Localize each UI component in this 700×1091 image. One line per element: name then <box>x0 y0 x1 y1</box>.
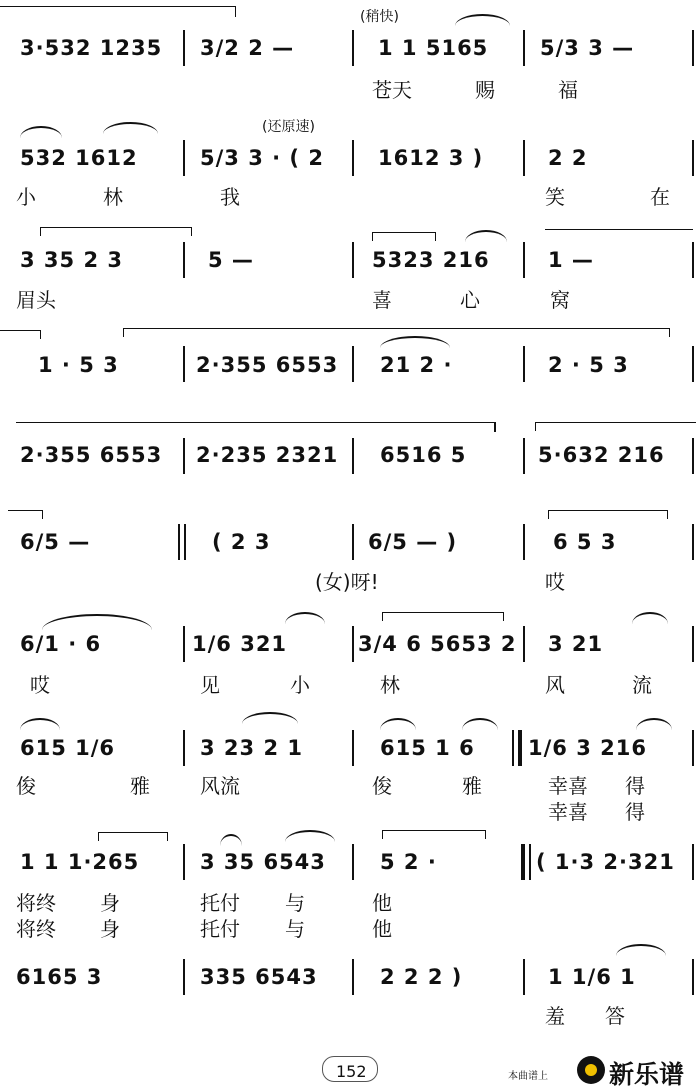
slur <box>548 510 668 519</box>
notes-measure: 3 35 2 3 <box>20 248 123 272</box>
tie-line <box>0 6 236 17</box>
barline <box>183 844 185 880</box>
notes-measure: 1/6 321 <box>192 632 288 656</box>
lyric: 赐 <box>475 78 495 102</box>
barline <box>352 346 354 382</box>
barline <box>183 242 185 278</box>
notes-measure: 6/5 — <box>20 530 91 554</box>
lyric: 答 <box>605 1004 625 1028</box>
notes-measure: 3/2 2 — <box>200 36 295 60</box>
slur <box>123 328 670 337</box>
slur <box>20 718 60 730</box>
lyric: 风流 <box>200 774 240 798</box>
repeat-end <box>521 844 531 880</box>
slur <box>380 718 416 730</box>
tie-line <box>8 510 43 519</box>
slur <box>382 830 486 839</box>
lyric: 林 <box>380 673 400 697</box>
barline <box>183 959 185 995</box>
notes-measure: 5/3 3 · ( 2 <box>200 146 324 170</box>
footer-prefix: 本曲谱上 <box>508 1071 548 1082</box>
barline <box>523 30 525 66</box>
tempo-mark: (还原速) <box>262 119 315 135</box>
slur <box>465 230 507 242</box>
barline <box>352 438 354 474</box>
lyric: 幸喜 <box>548 774 588 798</box>
slur <box>636 718 672 730</box>
notes-measure: 2·355 6553 <box>20 443 163 467</box>
lyric: 将终 <box>16 891 56 915</box>
barline <box>692 524 694 560</box>
notes-measure: 1 — <box>548 248 594 272</box>
slur <box>455 14 510 26</box>
slur <box>20 126 62 138</box>
tie-line <box>16 422 494 423</box>
notes-measure: 3/4 6 5653 2 <box>358 632 517 656</box>
notes-measure: 1 1 1·265 <box>20 850 140 874</box>
tie-line <box>0 330 41 339</box>
record-label-icon <box>585 1064 597 1076</box>
notes-measure: ( 2 3 <box>212 530 271 554</box>
lyric: 见 <box>200 673 220 697</box>
lyric: 得 <box>625 774 645 798</box>
barline <box>523 346 525 382</box>
barline <box>692 346 694 382</box>
notes-measure: ( 1·3 2·321 <box>536 850 675 874</box>
lyric: 哎 <box>545 570 565 594</box>
notes-measure: 6 5 3 <box>553 530 617 554</box>
barline <box>183 30 185 66</box>
notes-measure: 1612 3 ) <box>378 146 484 170</box>
barline <box>352 30 354 66</box>
lyric: 林 <box>103 185 123 209</box>
barline <box>352 626 354 662</box>
barline <box>352 524 354 560</box>
slur <box>616 944 666 956</box>
barline <box>183 730 185 766</box>
tie-end <box>494 422 496 432</box>
lyric: 窝 <box>550 288 570 312</box>
lyric: 与 <box>285 891 305 915</box>
notes-measure: 6516 5 <box>380 443 467 467</box>
lyric: 托付 <box>200 891 240 915</box>
lyric: 羞 <box>545 1004 565 1028</box>
notes-measure: 2·355 6553 <box>196 353 339 377</box>
notes-measure: 2 · 5 3 <box>548 353 629 377</box>
lyric: 雅 <box>462 774 482 798</box>
lyric-second-line: 身 <box>100 917 120 941</box>
lyric: 心 <box>460 288 480 312</box>
lyric: 俊 <box>16 774 36 798</box>
lyric: 喜 <box>372 288 392 312</box>
notes-measure: 1 · 5 3 <box>38 353 119 377</box>
lyric-second-line: 得 <box>625 800 645 824</box>
notes-measure: 5 2 · <box>380 850 437 874</box>
notes-measure: 5·632 216 <box>538 443 665 467</box>
barline <box>183 626 185 662</box>
tie-line <box>535 422 696 431</box>
slur <box>98 832 168 841</box>
double-barline <box>178 524 186 560</box>
notes-measure: 1 1 5165 <box>378 36 489 60</box>
barline <box>523 242 525 278</box>
lyric-second-line: 托付 <box>200 917 240 941</box>
notes-measure: 3 35 6543 <box>200 850 326 874</box>
notes-measure: 1/6 3 216 <box>528 736 647 760</box>
notes-measure: 3 23 2 1 <box>200 736 303 760</box>
slur <box>462 718 498 730</box>
slur <box>285 612 325 624</box>
lyric: 俊 <box>372 774 392 798</box>
tie-line <box>545 229 693 230</box>
barline <box>352 844 354 880</box>
brand-logo-text: 新乐谱 <box>609 1060 685 1089</box>
barline <box>183 140 185 176</box>
slur <box>103 122 158 134</box>
lyric: 福 <box>558 78 578 102</box>
notes-measure: 6/5 — ) <box>368 530 458 554</box>
slur <box>285 830 335 842</box>
lyric: 小 <box>290 673 310 697</box>
barline <box>692 30 694 66</box>
lyric-second-line: 将终 <box>16 917 56 941</box>
barline <box>523 438 525 474</box>
slur <box>372 232 436 241</box>
notes-measure: 1 1/6 1 <box>548 965 636 989</box>
barline <box>523 524 525 560</box>
slur-arrow <box>42 614 152 630</box>
lyric: 流 <box>632 673 652 697</box>
barline <box>352 730 354 766</box>
notes-measure: 5323 216 <box>372 248 490 272</box>
tempo-mark: (稍快) <box>360 9 399 25</box>
lyric-second-line: 他 <box>372 917 392 941</box>
slur <box>382 612 504 621</box>
notes-measure: 3·532 1235 <box>20 36 163 60</box>
barline <box>692 959 694 995</box>
barline <box>352 140 354 176</box>
slur <box>220 834 242 846</box>
lyric: 雅 <box>130 774 150 798</box>
slur <box>632 612 668 624</box>
notes-measure: 2·235 2321 <box>196 443 339 467</box>
lyric: 身 <box>100 891 120 915</box>
repeat-start <box>512 730 522 766</box>
notes-measure: 615 1/6 <box>20 736 116 760</box>
lyric: 风 <box>545 673 565 697</box>
notes-measure: 2 2 2 ) <box>380 965 463 989</box>
barline <box>183 438 185 474</box>
slur <box>242 712 298 724</box>
lyric: 眉头 <box>16 288 56 312</box>
notes-measure: 6165 3 <box>16 965 103 989</box>
notes-measure: 615 1 6 <box>380 736 475 760</box>
lyric: (女)呀! <box>315 570 379 594</box>
lyric-second-line: 幸喜 <box>548 800 588 824</box>
lyric: 哎 <box>30 673 50 697</box>
barline <box>352 959 354 995</box>
notes-measure: 21 2 · <box>380 353 453 377</box>
lyric: 他 <box>372 891 392 915</box>
notes-measure: 5/3 3 — <box>540 36 635 60</box>
lyric: 笑 <box>545 185 565 209</box>
notes-measure: 6/1 · 6 <box>20 632 102 656</box>
notes-measure: 3 21 <box>548 632 604 656</box>
barline <box>523 959 525 995</box>
lyric: 我 <box>220 185 240 209</box>
barline <box>692 844 694 880</box>
barline <box>692 626 694 662</box>
notes-measure: 5 — <box>208 248 254 272</box>
slur <box>380 336 450 348</box>
barline <box>523 140 525 176</box>
barline <box>183 346 185 382</box>
barline <box>523 626 525 662</box>
barline <box>692 242 694 278</box>
notes-measure: 532 1612 <box>20 146 138 170</box>
lyric: 在 <box>650 185 670 209</box>
barline <box>352 242 354 278</box>
barline <box>692 438 694 474</box>
notes-measure: 2 2 <box>548 146 588 170</box>
lyric: 小 <box>16 185 36 209</box>
barline <box>692 730 694 766</box>
slur <box>40 227 192 236</box>
barline <box>692 140 694 176</box>
lyric-second-line: 与 <box>285 917 305 941</box>
page-number: 152 <box>336 1062 367 1081</box>
lyric: 苍天 <box>372 78 412 102</box>
notes-measure: 335 6543 <box>200 965 318 989</box>
